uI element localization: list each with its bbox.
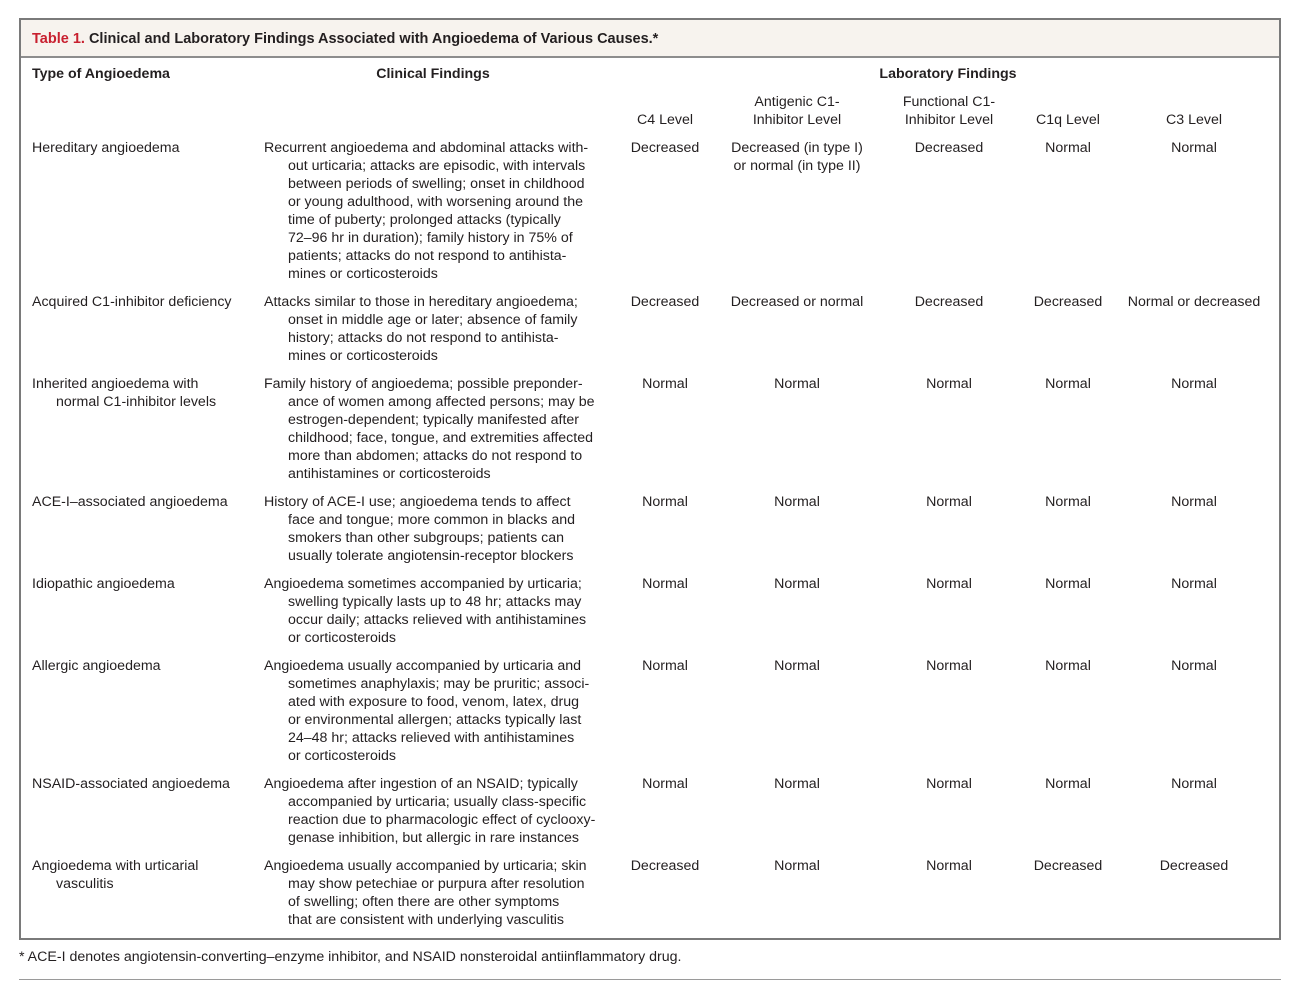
row-5-c4-level: Normal <box>642 658 688 674</box>
row-2-clinical-findings-line: estrogen-dependent; typically manifested after <box>288 412 580 428</box>
header-type-of-angioedema: Type of Angioedema <box>32 66 170 82</box>
row-4-antigenic-c1-inhibitor-line: Normal <box>774 576 820 592</box>
table-title: Clinical and Laboratory Findings Associated with Angioedema of Various Causes.* <box>88 31 659 47</box>
row-4-c1q-level: Normal <box>1045 576 1091 592</box>
row-3-c1q-level: Normal <box>1045 494 1091 510</box>
row-4-c3-level: Normal <box>1171 576 1217 592</box>
row-5-clinical-findings-line: 24–48 hr; attacks relieved with antihistamines <box>288 730 575 746</box>
row-5-clinical-findings-line: sometimes anaphylaxis; may be pruritic; associ- <box>288 676 590 692</box>
header-antigenic-c1-inhibitor-line: Antigenic C1- <box>754 94 840 110</box>
row-7-c4-level: Decreased <box>630 858 700 874</box>
row-3-c3-level: Normal <box>1171 494 1217 510</box>
row-1-clinical-findings-line: mines or corticosteroids <box>288 348 438 364</box>
row-1-c3-level: Normal or decreased <box>1127 294 1261 310</box>
header-c4-level: C4 Level <box>637 112 693 128</box>
row-4-clinical-findings-line: or corticosteroids <box>288 630 397 646</box>
row-3-clinical-findings-line: smokers than other subgroups; patients can <box>288 530 565 546</box>
row-7-functional-c1-inhibitor: Normal <box>926 858 972 874</box>
row-5-c1q-level: Normal <box>1045 658 1091 674</box>
row-6-type <box>32 775 262 793</box>
row-4-functional-c1-inhibitor: Normal <box>926 576 972 592</box>
row-2-clinical-findings-line: Family history of angioedema; possible preponder- <box>264 376 583 392</box>
row-0-clinical-findings-line: out urticaria; attacks are episodic, with intervals <box>288 158 586 174</box>
row-1-functional-c1-inhibitor: Decreased <box>914 294 984 310</box>
header-laboratory-findings: Laboratory Findings <box>879 66 1017 82</box>
row-3-clinical-findings-line: usually tolerate angiotensin-receptor blockers <box>288 548 574 564</box>
row-5-clinical-findings-line: or corticosteroids <box>288 748 397 764</box>
row-0-c4-level: Decreased <box>630 140 700 156</box>
row-3-functional-c1-inhibitor: Normal <box>926 494 972 510</box>
row-3-type <box>32 493 262 511</box>
row-2-clinical-findings-line: more than abdomen; attacks do not respond to <box>288 448 583 464</box>
row-4-c4-level: Normal <box>642 576 688 592</box>
row-2-type-line: Inherited angioedema with <box>32 376 199 392</box>
row-4-clinical-findings-line: occur daily; attacks relieved with antihistamines <box>288 612 587 628</box>
row-0-clinical-findings <box>264 139 624 283</box>
row-0-type-line: Hereditary angioedema <box>32 140 180 156</box>
row-4-type <box>32 575 262 593</box>
row-7-type-line: vasculitis <box>56 876 114 892</box>
row-2-clinical-findings-line: antihistamines or corticosteroids <box>288 466 491 482</box>
row-6-functional-c1-inhibitor: Normal <box>926 776 972 792</box>
row-0-clinical-findings-line: patients; attacks do not respond to antihista- <box>288 248 567 264</box>
row-4-type-line: Idiopathic angioedema <box>32 576 175 592</box>
row-3-antigenic-c1-inhibitor-line: Normal <box>774 494 820 510</box>
row-2-clinical-findings-line: childhood; face, tongue, and extremities affected <box>288 430 593 446</box>
row-1-c4-level: Decreased <box>630 294 700 310</box>
row-7-clinical-findings-line: of swelling; often there are other symptoms <box>288 894 560 910</box>
table-footnote: * ACE-I denotes angiotensin-converting–enzyme inhibitor, and NSAID nonsteroidal antiinflammatory drug. <box>19 949 682 965</box>
row-2-type-line: normal C1-inhibitor levels <box>56 394 217 410</box>
row-0-clinical-findings-line: mines or corticosteroids <box>288 266 438 282</box>
table-label: Table 1. <box>32 31 85 47</box>
row-2-antigenic-c1-inhibitor-line: Normal <box>774 376 820 392</box>
table-caption-bar <box>21 20 1279 58</box>
row-1-type <box>32 293 262 311</box>
footnote-rule <box>19 979 1281 980</box>
row-3-type-line: ACE-I–associated angioedema <box>32 494 228 510</box>
row-6-clinical-findings-line: Angioedema after ingestion of an NSAID; typically <box>264 776 578 792</box>
row-2-clinical-findings-line: ance of women among affected persons; may be <box>288 394 595 410</box>
row-2-c1q-level: Normal <box>1045 376 1091 392</box>
row-5-clinical-findings-line: Angioedema usually accompanied by urticaria and <box>264 658 582 674</box>
row-0-antigenic-c1-inhibitor-line: Decreased (in type I) <box>731 140 863 156</box>
header-functional-c1-inhibitor-line: Functional C1- <box>902 94 996 110</box>
row-7-clinical-findings-line: that are consistent with underlying vasculitis <box>288 912 565 928</box>
row-7-type-line: Angioedema with urticarial <box>32 858 199 874</box>
row-7-clinical-findings-line: may show petechiae or purpura after resolution <box>288 876 585 892</box>
row-5-type-line: Allergic angioedema <box>32 658 161 674</box>
row-4-clinical-findings-line: Angioedema sometimes accompanied by urticaria; <box>264 576 582 592</box>
row-3-c4-level: Normal <box>642 494 688 510</box>
row-5-functional-c1-inhibitor: Normal <box>926 658 972 674</box>
row-5-c3-level: Normal <box>1171 658 1217 674</box>
row-1-clinical-findings-line: Attacks similar to those in hereditary angioedema; <box>264 294 578 310</box>
header-clinical-findings: Clinical Findings <box>376 66 490 82</box>
table-caption <box>32 31 658 47</box>
row-0-clinical-findings-line: 72–96 hr in duration); family history in 75% of <box>288 230 573 246</box>
row-3-clinical-findings-line: face and tongue; more common in blacks and <box>288 512 576 528</box>
header-functional-c1-inhibitor-line: Inhibitor Level <box>904 112 994 128</box>
row-6-antigenic-c1-inhibitor-line: Normal <box>774 776 820 792</box>
row-0-antigenic-c1-inhibitor-line: or normal (in type II) <box>733 158 861 174</box>
row-6-clinical-findings-line: accompanied by urticaria; usually class-specific <box>288 794 587 810</box>
row-3-clinical-findings-line: History of ACE-I use; angioedema tends to affect <box>264 494 571 510</box>
row-7-c1q-level: Decreased <box>1033 858 1103 874</box>
row-6-c1q-level: Normal <box>1045 776 1091 792</box>
header-c1q-level: C1q Level <box>1036 112 1100 128</box>
row-6-type-line: NSAID-associated angioedema <box>32 776 230 792</box>
row-6-c4-level: Normal <box>642 776 688 792</box>
row-7-c3-level: Decreased <box>1159 858 1229 874</box>
row-2-functional-c1-inhibitor: Normal <box>926 376 972 392</box>
row-7-type <box>32 857 262 893</box>
row-0-clinical-findings-line: or young adulthood, with worsening around the <box>288 194 583 210</box>
row-5-clinical-findings-line: or environmental allergen; attacks typically last <box>288 712 582 728</box>
row-6-clinical-findings-line: reaction due to pharmacologic effect of cyclooxy- <box>288 812 596 828</box>
row-0-clinical-findings-line: between periods of swelling; onset in childhood <box>288 176 585 192</box>
row-0-c1q-level: Normal <box>1045 140 1091 156</box>
row-7-clinical-findings-line: Angioedema usually accompanied by urticaria; skin <box>264 858 587 874</box>
row-6-clinical-findings-line: genase inhibition, but allergic in rare instances <box>288 830 580 846</box>
row-1-clinical-findings-line: history; attacks do not respond to antihista- <box>288 330 559 346</box>
row-1-antigenic-c1-inhibitor-line: Decreased or normal <box>730 294 864 310</box>
row-0-c3-level: Normal <box>1171 140 1217 156</box>
row-5-clinical-findings-line: ated with exposure to food, venom, latex, drug <box>288 694 580 710</box>
row-7-antigenic-c1-inhibitor-line: Normal <box>774 858 820 874</box>
row-2-type <box>32 375 262 411</box>
row-2-c4-level: Normal <box>642 376 688 392</box>
row-5-type <box>32 657 262 675</box>
row-0-type <box>32 139 262 157</box>
row-0-clinical-findings-line: Recurrent angioedema and abdominal attacks with- <box>264 140 589 156</box>
row-1-clinical-findings-line: onset in middle age or later; absence of family <box>288 312 578 328</box>
row-1-c1q-level: Decreased <box>1033 294 1103 310</box>
row-0-functional-c1-inhibitor: Decreased <box>914 140 984 156</box>
header-antigenic-c1-inhibitor-line: Inhibitor Level <box>752 112 842 128</box>
row-6-c3-level: Normal <box>1171 776 1217 792</box>
row-1-type-line: Acquired C1-inhibitor deficiency <box>32 294 232 310</box>
header-c3-level: C3 Level <box>1166 112 1222 128</box>
row-5-antigenic-c1-inhibitor-line: Normal <box>774 658 820 674</box>
row-0-clinical-findings-line: time of puberty; prolonged attacks (typically <box>288 212 561 228</box>
row-2-c3-level: Normal <box>1171 376 1217 392</box>
row-4-clinical-findings-line: swelling typically lasts up to 48 hr; attacks may <box>288 594 582 610</box>
